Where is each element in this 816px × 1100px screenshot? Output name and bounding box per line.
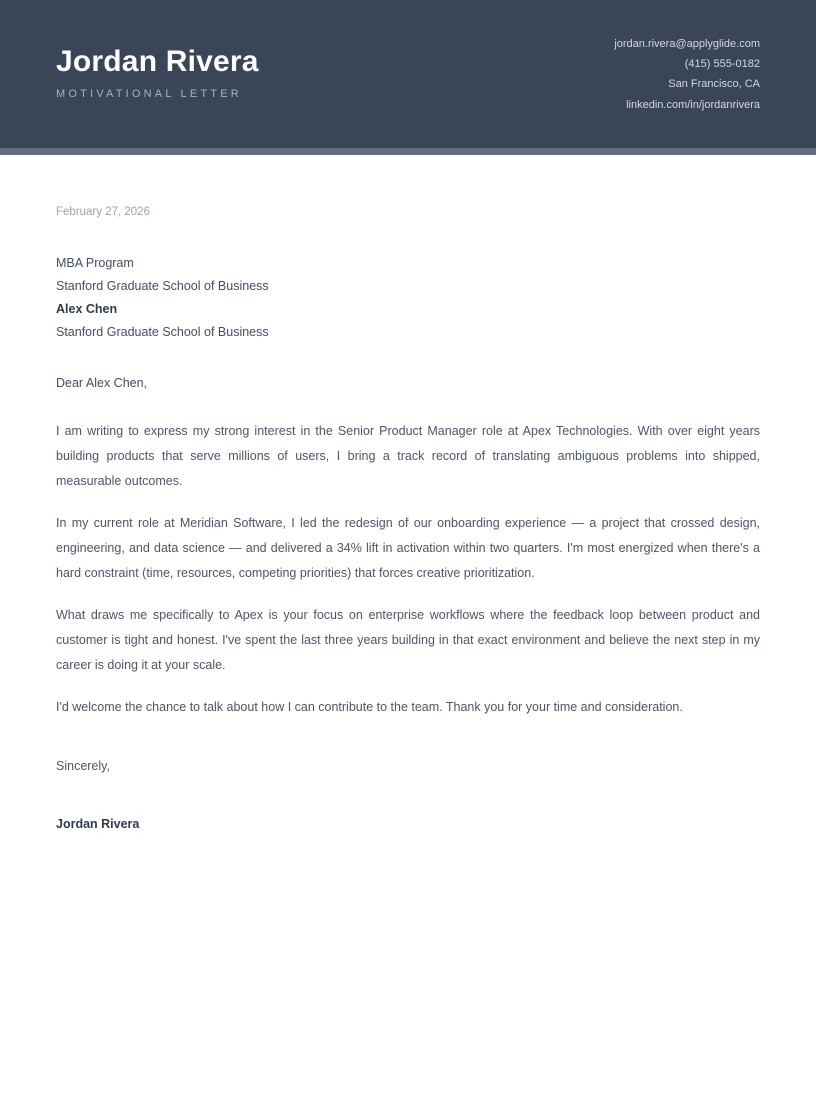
- body-paragraph-2: In my current role at Meridian Software, I led the redesign of our onboarding experience — a project that crossed design, engineering, and data science — and delivered a 34% lift in activation within two quarters. I'm most energized when there's a hard constraint (time, resources, competing priorities) that forces creative prioritization.: [56, 516, 760, 581]
- body-paragraph-3: What draws me specifically to Apex is your focus on enterprise workflows where the feedback loop between product and customer is tight and honest. I've spent the last three years building in that exact environment and believe the next step in my career is doing it at your scale.: [56, 608, 760, 673]
- salutation: Dear Alex Chen,: [56, 376, 148, 391]
- recipient-institution: Stanford Graduate School of Business: [56, 325, 269, 340]
- letter-body: [0, 155, 816, 834]
- recipient-block: [56, 252, 760, 345]
- recipient-organization: Stanford Graduate School of Business: [56, 279, 269, 294]
- header-accent-bar: [0, 148, 816, 155]
- contact-email[interactable]: jordan.rivera@applyglide.com: [614, 37, 760, 50]
- applicant-name: Jordan Rivera: [56, 45, 259, 79]
- letter-header: [0, 0, 816, 148]
- contact-linkedin[interactable]: linkedin.com/in/jordanrivera: [626, 98, 760, 111]
- body-paragraph-4: I'd welcome the chance to talk about how I can contribute to the team. Thank you for your time and consideration.: [56, 700, 683, 715]
- closing-line: Sincerely,: [56, 759, 110, 774]
- letter-date: February 27, 2026: [56, 206, 150, 218]
- contact-location: San Francisco, CA: [668, 78, 760, 91]
- document-type-subtitle: MOTIVATIONAL LETTER: [56, 87, 242, 100]
- recipient-name: Alex Chen: [56, 302, 118, 317]
- recipient-program: MBA Program: [56, 255, 134, 270]
- contact-block: [614, 36, 760, 113]
- body-paragraph-1: I am writing to express my strong interest in the Senior Product Manager role at Apex Technologies. With over eight years building products that serve millions of users, I bring a track record of translating ambiguous problems into shipped, measurable outcomes.: [56, 424, 760, 489]
- contact-phone[interactable]: (415) 555-0182: [684, 58, 760, 70]
- signature-name: Jordan Rivera: [56, 816, 140, 831]
- identity-block: [56, 45, 259, 103]
